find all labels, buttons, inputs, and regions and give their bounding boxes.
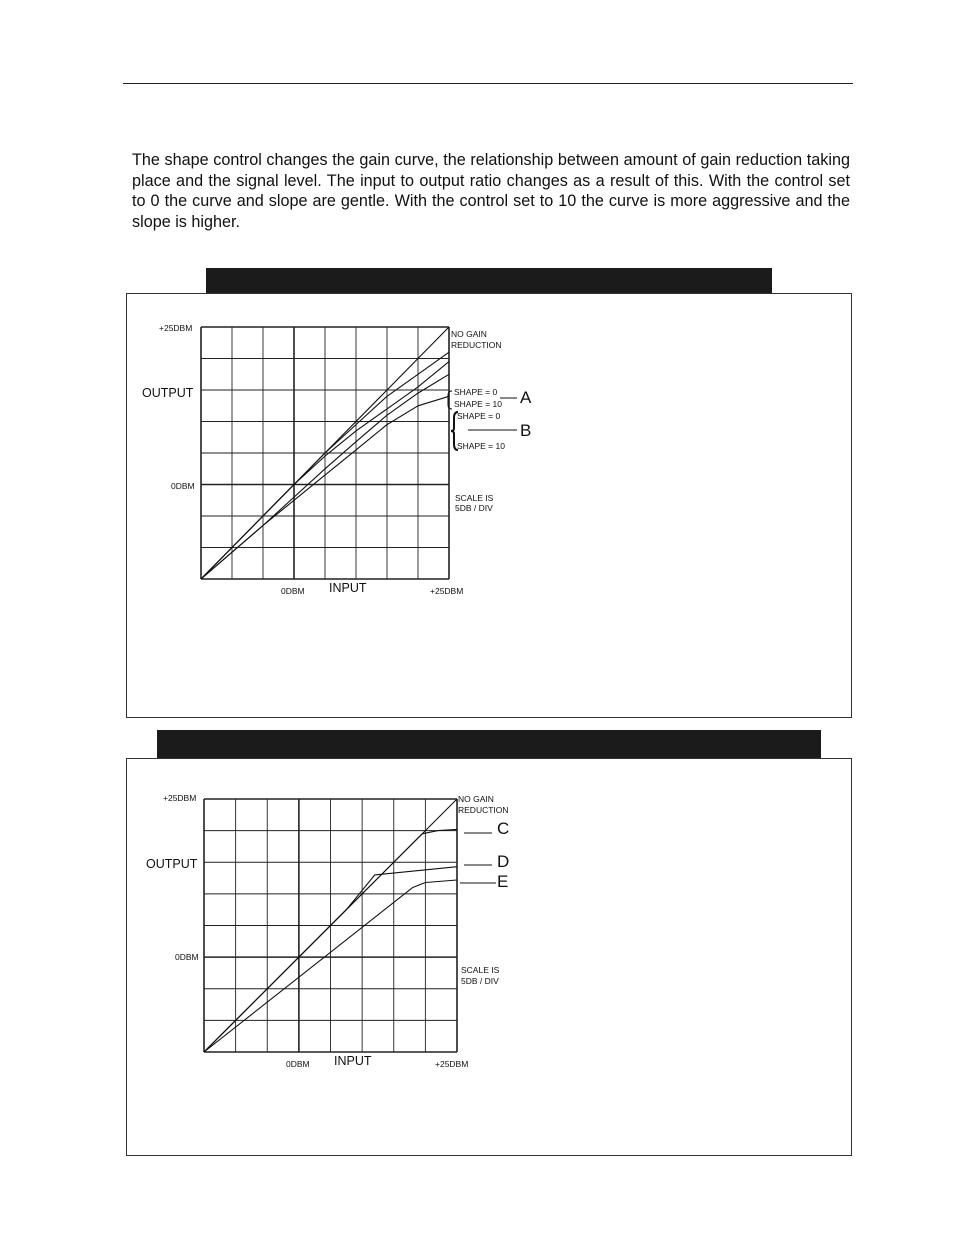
chart-1-yzero-label: 0DBM: [171, 481, 195, 491]
chart-1-shape-label-a10: SHAPE = 10: [454, 399, 502, 409]
chart-1-ytop-label: +25DBM: [159, 323, 193, 333]
chart-1-yaxis-label: OUTPUT: [142, 386, 194, 400]
chart-1-xzero-label: 0DBM: [281, 586, 305, 596]
chart-2-scale-line1: SCALE IS: [461, 965, 500, 975]
chart-1-shape-label-b0: SHAPE = 0: [457, 411, 501, 421]
chart-2-scale-line2: 5DB / DIV: [461, 976, 499, 986]
chart-1: [142, 323, 532, 596]
chart-2: [146, 793, 509, 1069]
chart-1-ref-label-line2: REDUCTION: [451, 340, 502, 350]
chart-2-ytop-label: +25DBM: [163, 793, 197, 803]
intro-paragraph: The shape control changes the gain curve, the relationship between amount of gain reduction taking place and the signal level. The input to output ratio changes as a result of this. With the control set to 0 the curve and slope are gentle. With the control set to 10 the curve is more aggressive and the slope is higher.: [132, 151, 850, 231]
chart-1-letter-b: B: [520, 421, 532, 440]
chart-2-letter-e: E: [497, 872, 509, 891]
chart-1-scale-line2: 5DB / DIV: [455, 503, 493, 513]
chart-2-letter-c: C: [497, 819, 510, 838]
chart-1-shape-label-a0: SHAPE = 0: [454, 387, 498, 397]
chart-1-letter-a: A: [520, 388, 532, 407]
chart-2-yaxis-label: OUTPUT: [146, 857, 198, 871]
chart-2-xzero-label: 0DBM: [286, 1059, 310, 1069]
chart-2-letter-d: D: [497, 852, 510, 871]
chart-1-shape-label-b10: SHAPE = 10: [457, 441, 505, 451]
chart-1-scale-line1: SCALE IS: [455, 493, 494, 503]
chart-2-xtop-label: +25DBM: [435, 1059, 469, 1069]
chart-1-xaxis-label: INPUT: [329, 581, 367, 595]
chart-1-ref-label-line1: NO GAIN: [451, 329, 487, 339]
chart-2-yzero-label: 0DBM: [175, 952, 199, 962]
chart-1-xtop-label: +25DBM: [430, 586, 464, 596]
chart-2-ref-label-line1: NO GAIN: [458, 794, 494, 804]
chart-2-xaxis-label: INPUT: [334, 1054, 372, 1068]
chart-2-ref-label-line2: REDUCTION: [458, 805, 509, 815]
